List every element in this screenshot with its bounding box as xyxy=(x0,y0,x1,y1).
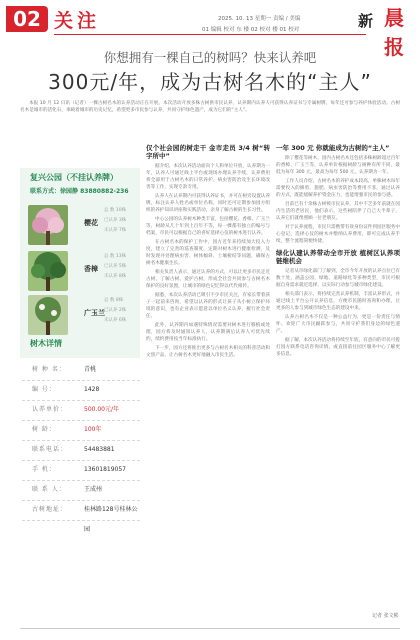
subtitle: 你想拥有一棵自己的树吗？快来认养吧 xyxy=(103,50,317,65)
tree-stat: 总 数 8株 xyxy=(104,298,124,303)
article-paragraph: 中心公园的认养树木种类丰富，包括樱花、香樟、广玉兰等，树龄从几十年到上百年不等，每一棵都有独立的编号与档案，市民可以根据自己的喜好选择心仪的树木进行认养。 xyxy=(146,217,270,236)
tree-stat: 总 数 13株 xyxy=(104,254,127,259)
detail-label: 手 机： xyxy=(32,466,56,473)
detail-row xyxy=(22,420,140,441)
editor-line: 01 编辑 校对 东 楼 02 校对 楼 01 校对 xyxy=(202,27,300,33)
tree-stat: 未认养 7株 xyxy=(104,228,127,233)
tree-stat: 已认养 3株 xyxy=(104,218,127,223)
article-paragraph: 在古树名木的保护工作中，园方近年来持续加大投入力度，建立了完善的巡查制度，定期对树木进行健康检测，及时发现并处理病虫害、树体倾斜、土壤板结等问题，确保古树名木健康生长。 xyxy=(146,240,270,266)
detail-label: 认养单价： xyxy=(32,406,68,413)
article-paragraph: 认养古树名木不仅是一种公益行为，更是一份责任与情怀。欢迎广大市民踊跃参与，共同守护我们身边的绿色遗产。 xyxy=(276,315,400,334)
tree-name: 广玉兰 xyxy=(84,309,105,317)
detail-row xyxy=(22,400,140,421)
tree-stat: 已认养 2株 xyxy=(104,308,127,313)
right-heading-2: 绿化认建认养带动全市开放 植树区认养项链维机会 xyxy=(276,249,400,265)
detail-row xyxy=(22,480,140,501)
detail-row xyxy=(22,440,140,461)
intro-text xyxy=(20,100,400,132)
dateline: 2025. 10. 13 星期一 责编 / 美编 xyxy=(218,16,301,22)
tree-row[interactable] xyxy=(24,292,138,338)
main-title: 300元/年，成为古树名木的“主人” xyxy=(48,70,372,94)
park-heading: 复兴公园（不挂认养牌） xyxy=(30,173,118,182)
tree-stats xyxy=(104,252,126,282)
logo-part-1: 新 xyxy=(358,12,374,30)
article-paragraph: 据介绍，本次认养活动面向个人和单位开放，认养期为一年，认养人可通过线上平台或现场办理认养手续，认养费用将全部用于古树名木的日常养护、病虫害防治及生长环境改善等工作，实现专款专用。 xyxy=(146,164,270,190)
middle-heading: 仅个社会园的树走干 金市走员 3/4 树“转字所中” xyxy=(146,144,270,160)
detail-label: 联系电话： xyxy=(32,446,68,453)
intro-paragraph: 本报 10 月 12 日讯（记者）一棵古树名木的认养活动正在开展。本次活动开放多株古树供市民认养，认养期内认养人可获得认养证书与专属树牌，每年还可参与养护体验活动。古树名木是城市的活化石，承载着城市的历史记忆，希望更多市民参与认养，共同守护绿色遗产，成为它们的“主人”。 xyxy=(20,101,400,113)
detail-value: 王成州 xyxy=(84,486,103,493)
detail-value: 13601819057 xyxy=(84,466,126,473)
right-heading: 一年 300 元 你就能成为古树的“主人” xyxy=(276,144,390,152)
detail-value: 桂林路128号桂林公园 xyxy=(84,506,138,533)
article-paragraph: 相关负责人表示，通过认养的方式，可以让更多市民走近古树、了解古树、爱护古树，形成全社会共同参与古树名木保护的良好氛围，让城市的绿色记忆得以代代相传。 xyxy=(146,270,270,289)
bottom-rule xyxy=(20,628,400,629)
tree-stats xyxy=(104,206,126,236)
tree-name: 樱花 xyxy=(84,219,98,227)
detail-value: 1428 xyxy=(84,386,100,393)
reporter-credit: 记者 张文彬 xyxy=(372,613,399,619)
article-paragraph: 认养人在认养期内可获得认养证书，并可在树旁设置认养牌，标注认养人姓名或单位名称，同时还可定期参加园方组织的养护知识讲座和实践活动，亲身了解古树的生长习性。 xyxy=(146,194,270,213)
section-name: 关注 xyxy=(54,10,101,32)
tree-stat: 未认养 6株 xyxy=(104,318,127,323)
detail-row xyxy=(22,460,140,481)
detail-label: 树 龄： xyxy=(32,426,56,433)
tree-stat: 已认养 5株 xyxy=(104,264,127,269)
newspaper-logo xyxy=(356,2,416,59)
article-paragraph: 相关部门表示，将持续完善认养机制，丰富认养形式，并通过线上平台公开认养信息，方便市民随时查询和办理，让更多的人参与到城市绿色生态的建设中来。 xyxy=(276,292,400,311)
middle-column xyxy=(146,140,270,620)
detail-label: 古树地址： xyxy=(32,506,68,513)
detail-value: 青桃 xyxy=(84,366,97,373)
article-paragraph: 目前已有十余株古树被市民认养，其中不乏多年前就在园内生活的老居民，他们表示，这些树陪伴了自己大半辈子，认养它们就像照顾一位老朋友。 xyxy=(276,202,400,221)
detail-value: 100年 xyxy=(84,426,102,433)
article-paragraph: 工作人员介绍，古树名木的养护成本较高，单株树木每年需要投入的修剪、施肥、病虫害防治等费用不菲，通过认养的方式，既能缓解养护资金压力，也能增强市民的参与感。 xyxy=(276,179,400,198)
tree-row[interactable] xyxy=(24,248,138,294)
article-paragraph: 对于认养流程，市民只需携带有效身份证件到园区服务中心登记，选择心仪的树木并缴纳认养费用，即可完成认养手续，整个流程简便快捷。 xyxy=(276,225,400,244)
detail-value: 500.00元/年 xyxy=(84,406,120,413)
detail-row xyxy=(22,360,140,381)
detail-label: 编 号： xyxy=(32,386,56,393)
article-paragraph: 据了解，本次认养活动将持续至年底，有意向的市民可拨打园方联系电话咨询详情，或直接前往园区服务中心了解更多信息。 xyxy=(276,338,400,357)
right-column xyxy=(276,140,400,610)
article-paragraph: 此外，认养期内如遇特殊情况需要对树木进行移植或处理，园方将及时通知认养人，认养期满后认养人可优先续约，续约费用按当年标准执行。 xyxy=(146,323,270,342)
tree-stats xyxy=(104,296,126,326)
section-number: 02 xyxy=(6,6,48,32)
tree-stat: 未认养 8株 xyxy=(104,274,127,279)
article-paragraph: 下一步，园方还将推出更多与古树名木相关的科普活动和文创产品，让古树名木更好地融入市民生活。 xyxy=(146,346,270,358)
tree-name: 香樟 xyxy=(84,265,98,273)
header-rule xyxy=(54,34,366,35)
article-paragraph: 记者从市绿化部门了解到，全市今年开放的认养点位已有数十处，涵盖公园、绿地、道路绿化等多种类型，市民可根据自身需求就近选择，以实际行动参与城市绿化建设。 xyxy=(276,269,400,288)
detail-value: 54483881 xyxy=(84,446,115,453)
tree-photo-camphor xyxy=(28,251,68,291)
tree-row[interactable] xyxy=(24,202,138,248)
detail-label: 树 种 名： xyxy=(32,366,66,373)
detail-label: 联 系 人： xyxy=(32,486,66,493)
detail-row xyxy=(22,500,140,533)
tree-photo-cherry xyxy=(28,205,68,245)
article-paragraph: 除了樱花等树木，园内古树名木还包括多株树龄超过百年的香樟、广玉兰等，认养单价根据树龄与树种有所不同，最低为每年 300 元，最高为每年 500 元，认养期为一年。 xyxy=(276,156,400,175)
tree-stat: 总 数 10株 xyxy=(104,208,127,213)
tree-photo-magnolia xyxy=(28,295,68,335)
article-paragraph: 据悉，本次认养活动已吸引不少市民关注，有家长带着孩子一起前来咨询，希望以认养的形式让孩子从小树立保护环境的意识，也有企业表示愿意以单位名义认养，履行社会责任。 xyxy=(146,293,270,319)
detail-row xyxy=(22,380,140,401)
tree-details-heading: 树木详情 xyxy=(30,339,62,348)
park-phone: 联系方式：徐园静 83880882-236 xyxy=(30,188,129,195)
logo-part-2: 晨报 xyxy=(384,6,404,59)
